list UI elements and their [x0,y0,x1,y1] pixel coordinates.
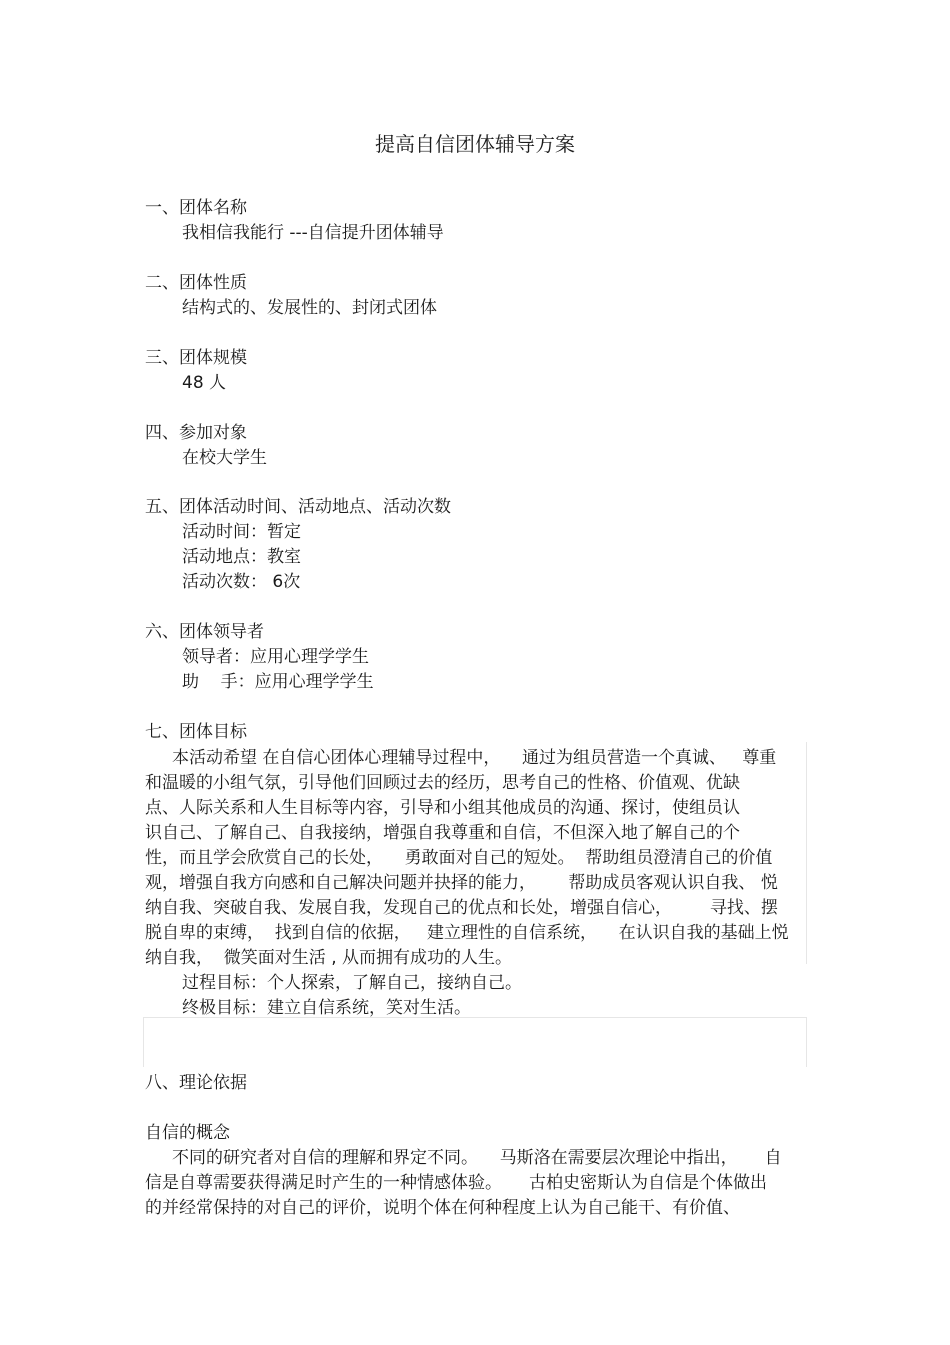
goal-paragraph-line: 点、人际关系和人生目标等内容，引导和小组其他成员的沟通、探讨，使组员认 [145,798,740,818]
goal-paragraph-line: 观，增强自我方向感和自己解决问题并抉择的能力， 帮助成员客观认识自我、 悦 [145,873,778,893]
goal-paragraph-line: 纳自我， 微笑面对生活 , 从而拥有成功的人生。 [145,948,513,968]
frame-line [143,1017,144,1067]
section-heading-schedule: 五、团体活动时间、活动地点、活动次数 [145,497,451,517]
schedule-time: 活动时间：暂定 [182,522,301,542]
section-heading-size: 三、团体规模 [145,348,247,368]
goal-paragraph-line: 和温暖的小组气氛，引导他们回顾过去的经历，思考自己的性格、价值观、优缺 [145,773,740,793]
section-heading-participants: 四、参加对象 [145,423,247,443]
schedule-count: 活动次数： 6次 [182,572,301,592]
assistant-line: 助 手：应用心理学学生 [182,672,374,692]
section-heading-theory: 八、理论依据 [145,1073,247,1093]
section-text-name: 我相信我能行 ---自信提升团体辅导 [182,223,444,243]
leader-line: 领导者：应用心理学学生 [182,647,369,667]
section-heading-nature: 二、团体性质 [145,273,247,293]
section-text-nature: 结构式的、发展性的、封闭式团体 [182,298,437,318]
concept-paragraph-line: 不同的研究者对自信的理解和界定不同。 马斯洛在需要层次理论中指出， 自 [145,1148,782,1168]
section-text-size: 48 人 [182,373,227,393]
goal-paragraph-line: 本活动希望 在自信心团体心理辅导过程中， 通过为组员营造一个真诚、 尊重 [145,748,777,768]
goal-paragraph-line: 脱自卑的束缚， 找到自信的依据， 建立理性的自信系统， 在认识自我的基础上悦 [145,923,789,943]
ultimate-goal: 终极目标：建立自信系统，笑对生活。 [182,998,471,1018]
schedule-location: 活动地点：教室 [182,547,301,567]
frame-line [143,1017,807,1018]
document-title: 提高自信团体辅导方案 [375,132,575,156]
process-goal: 过程目标：个人探索，了解自己，接纳自己。 [182,973,522,993]
section-heading-leaders: 六、团体领导者 [145,622,264,642]
frame-line [806,1017,807,1067]
section-heading-name: 一、团体名称 [145,198,247,218]
goal-paragraph-line: 纳自我、突破自我、发展自我，发现自己的优点和长处，增强自信心， 寻找、摆 [145,898,778,918]
concept-paragraph-line: 的并经常保持的对自己的评价，说明个体在何种程度上认为自己能干、有价值、 [145,1198,740,1218]
section-text-participants: 在校大学生 [182,448,267,468]
subheading-concept: 自信的概念 [145,1123,230,1143]
section-heading-goals: 七、团体目标 [145,722,247,742]
frame-line [806,742,807,964]
concept-paragraph-line: 信是自尊需要获得满足时产生的一种情感体验。 古柏史密斯认为自信是个体做出 [145,1173,768,1193]
goal-paragraph-line: 性，而且学会欣赏自己的长处， 勇敢面对自己的短处。 帮助组员澄清自己的价值 [145,848,773,868]
goal-paragraph-line: 识自己、了解自己、自我接纳，增强自我尊重和自信，不但深入地了解自己的个 [145,823,740,843]
